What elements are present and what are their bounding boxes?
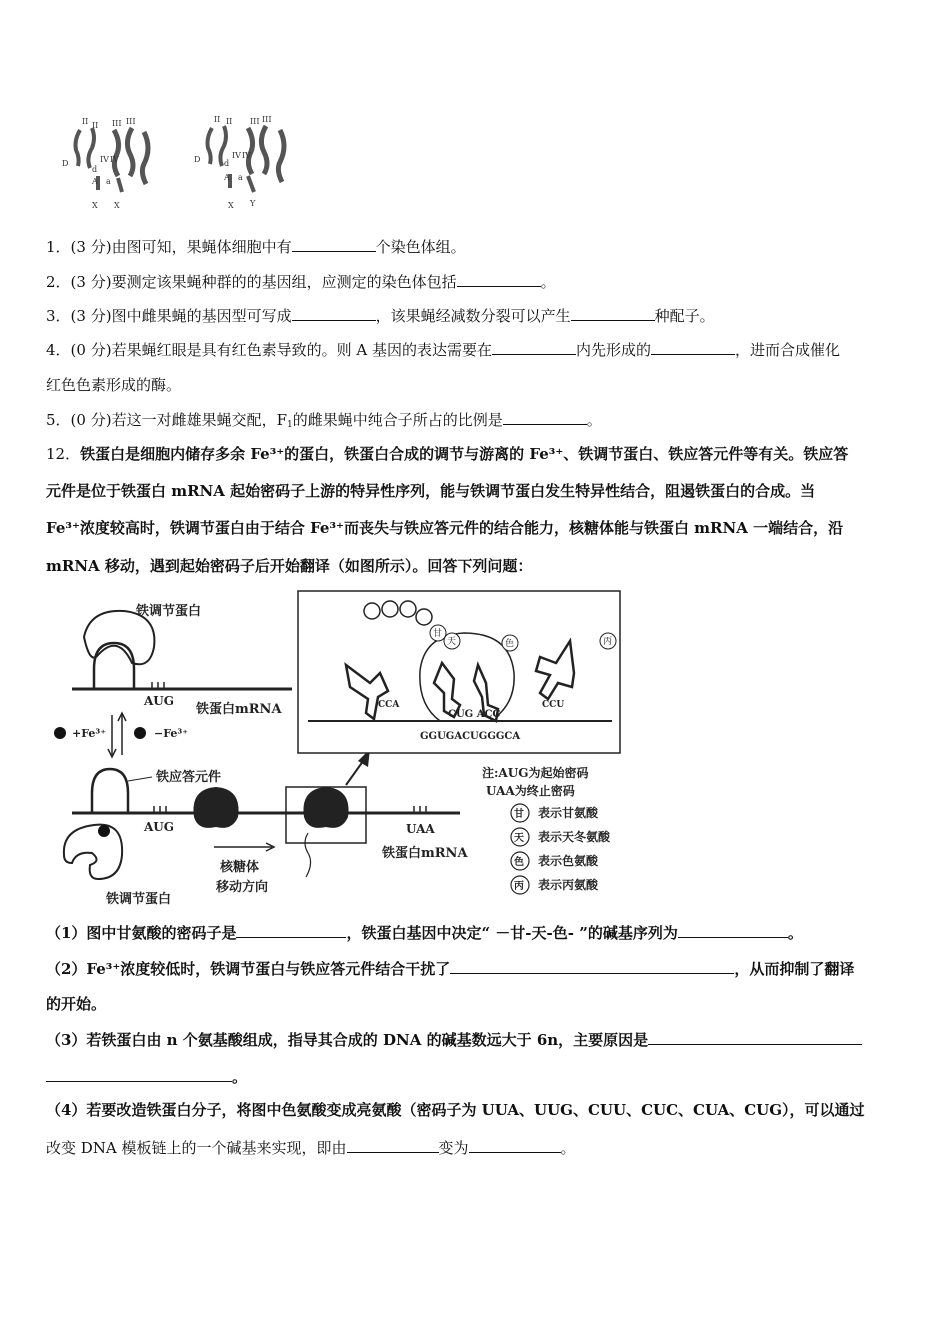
q12-sub-1: （1）图中甘氨酸的密码子是 ，铁蛋白基因中决定“ －甘-天-色- ”的碱基序列为 。: [46, 924, 803, 942]
label-iron-reg-protein-bottom: 铁调节蛋白: [106, 892, 172, 907]
chromosome: [127, 128, 133, 176]
answer-blank[interactable]: [469, 1137, 561, 1153]
label-iron-reg-protein-top: 铁调节蛋白: [136, 604, 202, 619]
ribosome: [193, 787, 238, 828]
q11-item-4-cont: 红色色素形成的酶。: [46, 376, 182, 394]
label-aug-bottom: AUG: [144, 820, 175, 834]
label-codons: CUG ACC: [448, 709, 501, 720]
gene-label: D: [62, 159, 69, 168]
fe-ion-dot: [54, 727, 66, 739]
label-anticodon-left: CCA: [378, 700, 400, 710]
q12-stem-line-3: Fe³⁺浓度较高时，铁调节蛋白由于结合 Fe³⁺而丧失与铁应答元件的结合能力，核糖体能与铁蛋白 mRNA 一端结合，沿: [46, 519, 844, 537]
q11-item-1: 1．(3 分)由图可知，果蝇体细胞中有 个染色体组。: [46, 238, 466, 256]
gene-label: A: [224, 173, 230, 182]
label-minus-fe: −Fe³⁺: [154, 727, 189, 740]
q12-stem-line-1: 12．铁蛋白是细胞内储存多余 Fe³⁺的蛋白，铁蛋白合成的调节与游离的 Fe³⁺、铁调节蛋白、铁应答元件等有关。铁应答: [46, 445, 849, 463]
answer-blank[interactable]: [492, 339, 576, 355]
q12-stem-line-2: 元件是位于铁蛋白 mRNA 起始密码子上游的特异性序列，能与铁调节蛋白发生特异性结合，阻遏铁蛋白的合成。当: [46, 482, 816, 500]
q11-item-5: 5．(0 分)若这一对雌雄果蝇交配，$F_1$的雌果蝇中纯合子所占的比例是 。: [46, 411, 602, 430]
legend-symbol: 天: [514, 833, 524, 844]
sex-chromosome-label: X: [114, 201, 120, 210]
amino-acid-ala: 丙: [603, 637, 613, 647]
iron-regulatory-protein-bottom: [64, 825, 122, 879]
answer-blank[interactable]: [457, 271, 541, 287]
gene-label: a: [238, 173, 243, 182]
note-start-codon: 注:AUG为起始密码: [482, 766, 589, 780]
chromosome: [88, 128, 94, 168]
answer-blank[interactable]: [46, 1066, 232, 1082]
answer-blank[interactable]: [648, 1029, 862, 1045]
label-iron-response-element: 铁应答元件: [156, 770, 222, 785]
chromosome: [248, 176, 254, 192]
legend-trp: 表示色氨酸: [538, 854, 599, 868]
chromosome: [278, 130, 284, 182]
legend-symbol: 甘: [514, 809, 524, 820]
q12-sub-3-cont: 。: [46, 1066, 247, 1087]
gene-label: d: [224, 159, 230, 168]
chromosome: [114, 130, 119, 176]
answer-blank[interactable]: [347, 1137, 439, 1153]
roman-label: IV: [242, 151, 251, 160]
hairpin-loop-top: [94, 643, 134, 689]
note-stop-codon: UAA为终止密码: [486, 784, 575, 798]
chromosome-figure: [52, 110, 312, 215]
legend-ala: 表示丙氨酸: [538, 878, 599, 892]
answer-blank[interactable]: [678, 922, 788, 938]
ribosome: [303, 787, 348, 828]
gene-label: D: [194, 155, 201, 164]
roman-label: III: [262, 115, 272, 124]
answer-blank[interactable]: [651, 339, 735, 355]
answer-blank[interactable]: [503, 409, 587, 425]
label-ferritin-mrna-bottom: 铁蛋白mRNA: [382, 846, 468, 861]
chromosome: [142, 132, 148, 184]
chromosome: [208, 128, 213, 164]
label-move-direction: 移动方向: [216, 880, 269, 895]
sex-chromosome-label: Y: [250, 199, 256, 208]
label-plus-fe: +Fe³⁺: [72, 727, 107, 740]
label-uaa: UAA: [406, 822, 435, 836]
sex-chromosome-label: X: [228, 201, 234, 210]
gene-label: d: [92, 165, 98, 174]
fe-ion-dot: [134, 727, 146, 739]
hairpin-loop-bottom: [92, 769, 128, 813]
chromosome: [76, 130, 81, 166]
sex-chromosome-label: X: [92, 201, 98, 210]
amino-acid-asp: 天: [447, 637, 457, 647]
roman-label: II: [92, 121, 99, 130]
answer-blank[interactable]: [571, 305, 655, 321]
roman-label: II: [82, 117, 89, 126]
q12-stem-line-4: mRNA 移动，遇到起始密码子后开始翻译（如图所示）。回答下列问题：: [46, 557, 533, 575]
q12-sub-4: （4）若要改造铁蛋白分子，将图中色氨酸变成亮氨酸（密码子为 UUA、UUG、CUU、CUC、CUA、CUG），可以通过: [46, 1101, 865, 1119]
amino-acid-gly: 甘: [433, 629, 443, 639]
answer-blank[interactable]: [450, 958, 734, 974]
legend-symbol: 色: [514, 857, 524, 868]
legend-gly: 表示甘氨酸: [538, 806, 599, 820]
label-anticodon-right: CCU: [542, 700, 565, 710]
ferritin-translation-figure: [46, 585, 642, 911]
roman-label: II: [214, 115, 221, 124]
chromosome: [261, 126, 267, 174]
q11-item-3: 3．(3 分)图中雌果蝇的基因型可写成 ，该果蝇经减数分裂可以产生 种配子。: [46, 307, 715, 325]
q12-sub-4-cont: 改变 DNA 模板链上的一个碱基来实现，即由 变为 。: [46, 1139, 576, 1157]
q11-item-4: 4．(0 分)若果蝇红眼是具有红色素导致的。则 A 基因的表达需要在 内先形成的 ，进而合成催化: [46, 341, 840, 359]
q12-sub-3: （3）若铁蛋白由 n 个氨基酸组成，指导其合成的 DNA 的碱基数远大于 6n，主要原因是: [46, 1029, 862, 1050]
roman-label: IV: [100, 155, 109, 164]
fe-ion-dot: [98, 825, 110, 837]
roman-label: IV: [232, 151, 241, 160]
roman-label: IV: [110, 155, 119, 164]
label-ribosome: 核糖体: [220, 860, 260, 875]
chromosome: [118, 178, 122, 192]
amino-acid-trp: 色: [505, 639, 515, 649]
roman-label: III: [126, 117, 136, 126]
label-aug-top: AUG: [144, 694, 175, 708]
label-mrna-sequence: GGUGACUGGGCA: [420, 731, 521, 742]
answer-blank[interactable]: [292, 236, 376, 252]
q12-sub-2: （2）Fe³⁺浓度较低时，铁调节蛋白与铁应答元件结合干扰了 ，从而抑制了翻译: [46, 960, 855, 978]
roman-label: III: [250, 117, 260, 126]
answer-blank[interactable]: [292, 305, 376, 321]
legend-symbol: 丙: [514, 881, 524, 892]
gene-label: A: [92, 177, 98, 186]
roman-label: II: [226, 117, 233, 126]
answer-blank[interactable]: [236, 922, 346, 938]
roman-label: III: [112, 119, 122, 128]
q12-sub-2-cont: 的开始。: [46, 995, 107, 1013]
legend-asp: 表示天冬氨酸: [538, 830, 611, 844]
gene-label: a: [106, 177, 111, 186]
q11-item-2: 2．(3 分)要测定该果蝇种群的的基因组，应测定的染色体包括 。: [46, 273, 556, 291]
label-ferritin-mrna-top: 铁蛋白mRNA: [196, 702, 282, 717]
